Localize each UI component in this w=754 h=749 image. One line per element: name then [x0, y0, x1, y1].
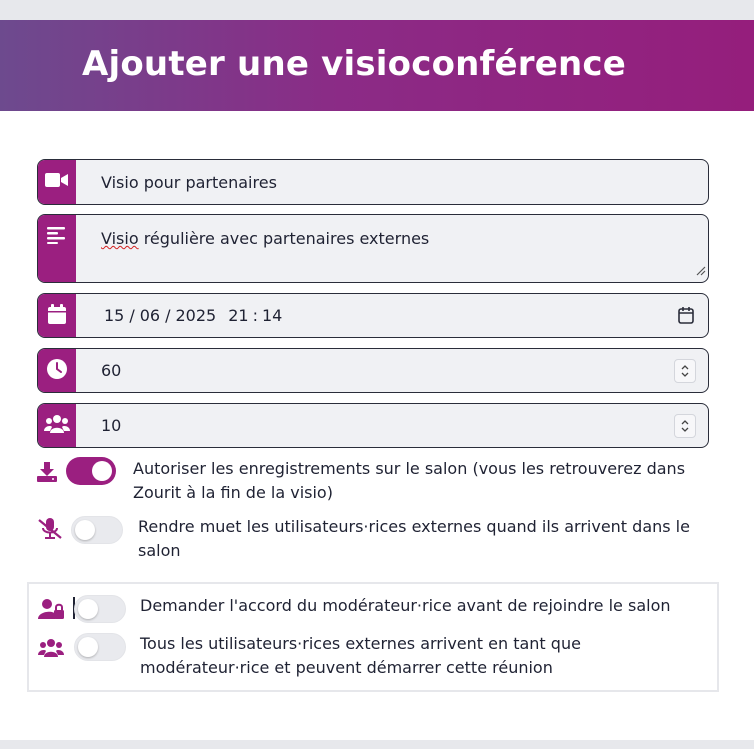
approval-toggle-label — [140, 594, 671, 618]
moderators-toggle[interactable] — [74, 633, 126, 661]
toggle-knob — [78, 599, 98, 619]
duration-value: 60 — [101, 361, 122, 380]
duration-field — [37, 348, 709, 393]
misspelled-word: Visio — [101, 229, 139, 248]
moderators-label-line2: modérateur·rice et peuvent démarrer cette réunion — [140, 658, 553, 677]
time-separator: : — [252, 306, 258, 325]
mute-toggle-label — [138, 515, 690, 563]
description-text-rest: régulière avec partenaires externes — [138, 229, 430, 248]
toggle-knob — [92, 461, 112, 481]
video-camera-icon — [45, 171, 69, 193]
recording-label-line2: Zourit à la fin de la visio) — [133, 483, 333, 502]
date-field — [37, 293, 709, 338]
users-icon — [38, 638, 64, 662]
date-separator: / — [129, 306, 135, 325]
top-strip — [0, 0, 754, 20]
resize-handle-icon[interactable] — [696, 261, 706, 280]
mute-label-line2: salon — [138, 541, 181, 560]
datetime-input[interactable] — [76, 294, 708, 337]
time-hour[interactable]: 21 — [228, 306, 249, 325]
title-input-value: Visio pour partenaires — [101, 172, 277, 192]
date-addon — [38, 294, 76, 337]
participants-spinner[interactable] — [674, 414, 696, 438]
align-left-icon — [47, 226, 67, 248]
download-icon — [37, 462, 57, 486]
user-lock-icon — [38, 598, 64, 624]
page-title: Ajouter une visioconférence — [82, 44, 627, 84]
date-month[interactable]: 06 — [139, 306, 161, 325]
calendar-icon — [48, 304, 66, 328]
moderators-toggle-label — [140, 632, 581, 680]
date-day[interactable]: 15 — [104, 306, 125, 325]
moderators-label-line1: Tous les utilisateurs·rices externes arrivent en tant que — [140, 634, 581, 653]
duration-input[interactable] — [76, 349, 708, 392]
approval-toggle[interactable] — [74, 595, 126, 623]
description-text — [101, 229, 429, 248]
participants-field — [37, 403, 709, 448]
time-minute[interactable]: 14 — [261, 306, 283, 325]
date-year[interactable]: 2025 — [175, 306, 217, 325]
recording-toggle[interactable] — [66, 457, 116, 485]
toggle-knob — [75, 520, 95, 540]
recording-label-line1: Autoriser les enregistrements sur le salon (vous les retrouverez dans — [133, 459, 686, 478]
approval-label-line1: Demander l'accord du modérateur·rice avant de rejoindre le salon — [140, 596, 671, 615]
users-icon — [44, 414, 70, 438]
clock-icon — [47, 359, 67, 383]
title-field — [37, 159, 709, 205]
participants-value: 10 — [101, 416, 122, 435]
toggle-knob — [78, 637, 98, 657]
title-addon — [38, 160, 76, 204]
recording-toggle-label — [133, 457, 685, 505]
calendar-picker-icon[interactable] — [678, 306, 694, 328]
description-addon — [38, 215, 76, 282]
duration-addon — [38, 349, 76, 392]
description-textarea[interactable] — [76, 215, 708, 282]
bottom-strip — [0, 740, 754, 749]
page-header — [0, 20, 754, 111]
mute-label-line1: Rendre muet les utilisateurs·rices externes quand ils arrivent dans le — [138, 517, 690, 536]
participants-addon — [38, 404, 76, 447]
duration-spinner[interactable] — [674, 359, 696, 383]
description-field — [37, 214, 709, 283]
participants-input[interactable] — [76, 404, 708, 447]
microphone-slash-icon — [37, 518, 63, 544]
date-separator: / — [165, 306, 171, 325]
title-input[interactable] — [76, 160, 708, 204]
mute-toggle[interactable] — [71, 516, 123, 544]
